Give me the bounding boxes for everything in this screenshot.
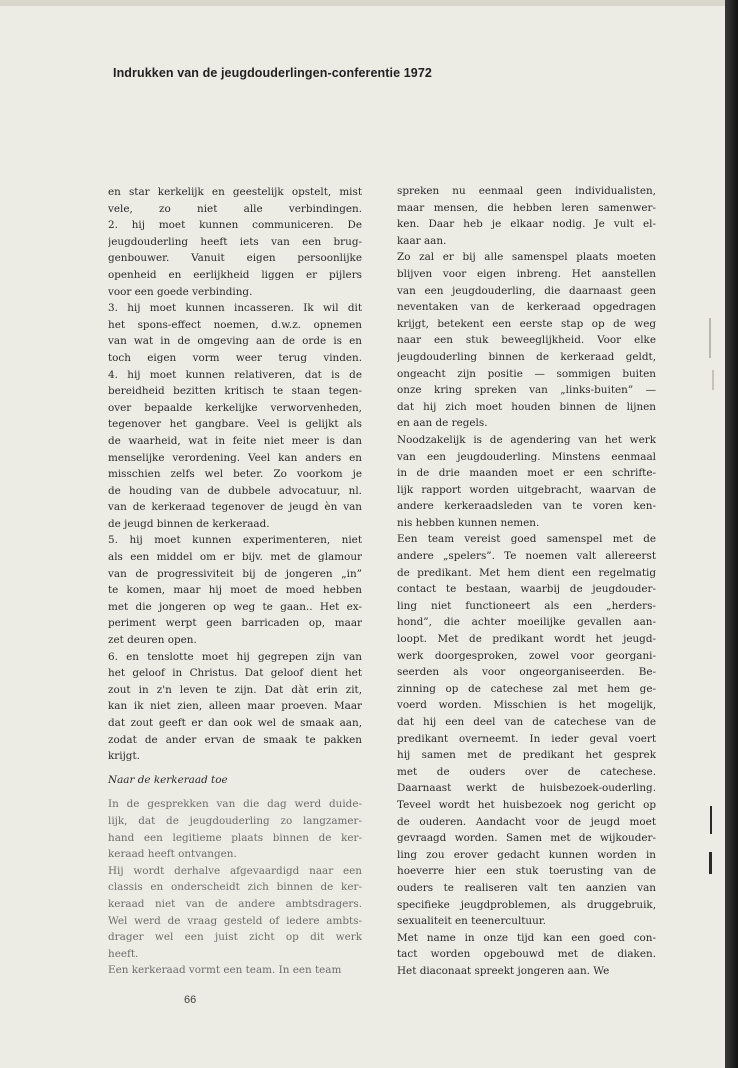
text-line: Een kerkeraad vormt een team. In een team (108, 964, 342, 977)
text-line: jeugdouderling binnen de kerkeraad geldt, (397, 350, 656, 363)
text-line: seerden als voor ongeorganiseerden. Be- (397, 666, 656, 679)
text-line: gevraagd worden. Samen met de wijkouder- (397, 832, 656, 845)
text-line: bereidheid bezitten kritisch te staan tegen- (108, 385, 362, 398)
text-line: ling zou erover gedacht kunnen worden in (397, 848, 656, 861)
text-line: van een jeugdouderling. Minstens eenmaal (397, 450, 656, 463)
text-line: loopt. Met de predikant wordt het jeugd- (397, 633, 656, 646)
text-line: ongeacht zijn positie — sommigen buiten (397, 367, 656, 380)
text-line: misschien zelfs wel beter. Zo voorkom je (108, 468, 362, 481)
text-line: van de progressiviteit bij de jongeren „in” (108, 567, 362, 580)
scan-mark (709, 852, 712, 874)
scan-mark (712, 370, 714, 390)
text-line: specifieke jeugdproblemen, als druggebruik, (397, 898, 656, 911)
text-line: keraad heeft ontvangen. (108, 848, 237, 861)
text-line: spreken nu eenmaal geen individualisten, (397, 185, 656, 197)
text-line: zinning op de catechese zal met hem ge- (397, 682, 656, 695)
text-line: van de kerkeraad tegenover de jeugd èn van (108, 501, 362, 514)
text-line: te komen, maar hij moet de moed hebben (108, 584, 362, 597)
text-line: nis hebben kunnen nemen. (397, 516, 540, 529)
text-line: en star kerkelijk en geestelijk opstelt, mist (108, 186, 362, 198)
text-line: hij samen met de predikant het gesprek (397, 749, 656, 762)
text-line: hond”, die achter moeilijke gevallen aan- (397, 616, 656, 629)
text-line: krijgt, betekent een eerste stap op de weg (397, 317, 656, 330)
text-line: menselijke verordening. Veel kan anders en (108, 451, 362, 464)
text-line: met die jongeren op weg te gaan.. Het ex- (108, 600, 362, 613)
text-line: periment werpt geen barricaden op, maar (108, 617, 362, 630)
text-line: in de drie maanden moet er een schrifte- (397, 467, 656, 480)
section-subheading: Naar de kerkeraad toe (108, 773, 228, 786)
text-line: onze kring spreken van „links-buiten” — (397, 384, 656, 397)
text-line: de ouderen. Aandacht voor de jeugd moet (397, 815, 656, 828)
text-line: Daarnaast werkt de huisbezoek-ouderling. (397, 782, 656, 795)
text-line: openheid en eerlijkheid liggen er pijlers (108, 268, 362, 281)
text-line: de houding van de dubbele advocatuur, nl. (108, 484, 362, 497)
text-line: classis en onderscheidt zich binnen de ker- (108, 881, 362, 894)
text-line: zout in z'n leven te zijn. Dat dàt erin zit, (108, 683, 362, 696)
text-line: andere „spelers”. Te noemen valt allereerst (397, 550, 656, 563)
text-line: voor een goede verbinding. (108, 285, 253, 298)
text-line: Een team vereist goed samenspel met de (397, 533, 656, 546)
text-line: tact worden opgebouwd met de diaken. (397, 948, 656, 961)
text-line: zet deuren open. (108, 634, 197, 647)
text-line: ling niet functioneert als een „herders- (397, 599, 656, 612)
text-line: Het diaconaat spreekt jongeren aan. We (397, 964, 610, 977)
right-column (397, 183, 656, 980)
text-line: dat zout geeft er dan ook wel de smaak aan, (108, 717, 362, 729)
text-line: predikant overneemt. In ieder geval voert (397, 732, 656, 745)
page-edge-shadow (725, 0, 738, 1068)
left-column (108, 184, 362, 979)
text-line: 3. hij moet kunnen incasseren. Ik wil dit (108, 302, 362, 315)
text-line: hoeverre hier een stuk toerusting van de (397, 865, 656, 878)
left-column-body (108, 184, 362, 765)
text-line: hand een legitieme plaats binnen de ker- (108, 831, 362, 844)
text-line: dat hij zich moet houden binnen de lijnen (397, 400, 656, 413)
text-line: In de gesprekken van die dag werd duide- (108, 798, 362, 811)
text-line: keraad niet van de andere ambtsdragers. (108, 897, 362, 910)
text-line: Zo zal er bij alle samenspel plaats moeten (397, 251, 656, 264)
text-line: lijk, dat de jeugdouderling zo langzamer- (108, 814, 362, 827)
text-line: neventaken van de kerkeraad opgedragen (397, 301, 656, 314)
page-number: 66 (184, 994, 197, 1006)
text-line: 2. hij moet kunnen communiceren. De (108, 219, 362, 232)
text-line: blijven voor eigen inbreng. Het aanstellen (397, 267, 656, 280)
text-line: tegenover het gangbare. Veel is gelijkt als (108, 418, 362, 431)
text-line: drager wel een juist zicht op dit werk (108, 931, 362, 944)
text-line: ouders te realiseren valt ten aanzien van (397, 881, 656, 894)
text-line: lijk rapport worden uitgebracht, waarvan de (397, 483, 656, 496)
scan-mark (709, 318, 711, 358)
text-line: Noodzakelijk is de agendering van het werk (397, 433, 656, 446)
text-line: en aan de regels. (397, 417, 488, 430)
text-line: maar mensen, die hebben leren samenwer- (397, 201, 656, 214)
text-line: contact te bestaan, waarbij de jeugdouder- (397, 583, 656, 596)
running-header: Indrukken van de jeugdouderlingen-conferentie 1972 (113, 66, 432, 80)
text-line: jeugdouderling heeft iets van een brug- (108, 235, 362, 248)
text-line: de jeugd binnen de kerkeraad. (108, 517, 270, 530)
text-line: naar een stuk beweeglijkheid. Voor elke (397, 334, 656, 347)
text-line: kaar aan. (397, 234, 447, 247)
text-line: 5. hij moet kunnen experimenteren, niet (108, 534, 362, 547)
text-line: de predikant. Met hem dient een regelmatig (397, 566, 656, 579)
text-line: zodat de ander ervan de smaak te pakken (108, 733, 362, 746)
text-line: van wat in de omgeving aan de orde is en (108, 335, 362, 348)
text-line: kan ik niet zien, alleen maar proeven. Maar (108, 700, 362, 713)
text-line: van een jeugdouderling, die daarnaast geen (397, 284, 656, 297)
text-line: het geloof in Christus. Dat geloof dient het (108, 667, 362, 680)
text-line: Teveel wordt het huisbezoek nog gericht op (397, 798, 656, 811)
text-line: voerd worden. Misschien is het mogelijk, (397, 699, 656, 712)
scan-mark (710, 806, 712, 834)
text-line: ken. Daar heb je elkaar nodig. Je vult el- (397, 218, 656, 231)
text-line: met de ouders over de catechese. (397, 765, 656, 778)
text-line: sexualiteit en teenercultuur. (397, 915, 546, 928)
text-line: genbouwer. Vanuit eigen persoonlijke (108, 252, 362, 265)
text-line: over bepaalde kerkelijke verworvenheden, (108, 401, 362, 414)
text-line: vele, zo niet alle verbindingen. (108, 202, 362, 215)
text-line: krijgt. (108, 750, 140, 763)
right-column-body (397, 183, 656, 980)
text-line: Met name in onze tijd kan een goed con- (397, 931, 656, 944)
text-line: 6. en tenslotte moet hij gegrepen zijn van (108, 650, 362, 663)
left-column-section (108, 796, 362, 979)
text-line: werk doorgesproken, zowel voor georgani- (397, 649, 656, 662)
text-line: heeft. (108, 947, 139, 960)
page-top-edge (0, 0, 725, 6)
text-line: andere kerkeraadsleden van te voren ken- (397, 500, 656, 513)
text-line: Wel werd de vraag gesteld of iedere ambts- (108, 914, 362, 927)
text-line: als een middel om er bijv. met de glamour (108, 551, 362, 564)
text-line: de waarheid, wat in feite niet meer is dan (108, 434, 362, 447)
text-line: 4. hij moet kunnen relativeren, dat is de (108, 368, 362, 381)
text-line: het spons-effect noemen, d.w.z. opnemen (108, 318, 362, 331)
text-line: toch eigen vorm weer terug vinden. (108, 351, 362, 364)
text-line: Hij wordt derhalve afgevaardigd naar een (108, 864, 362, 877)
text-line: dat hij een deel van de catechese van de (397, 716, 656, 728)
